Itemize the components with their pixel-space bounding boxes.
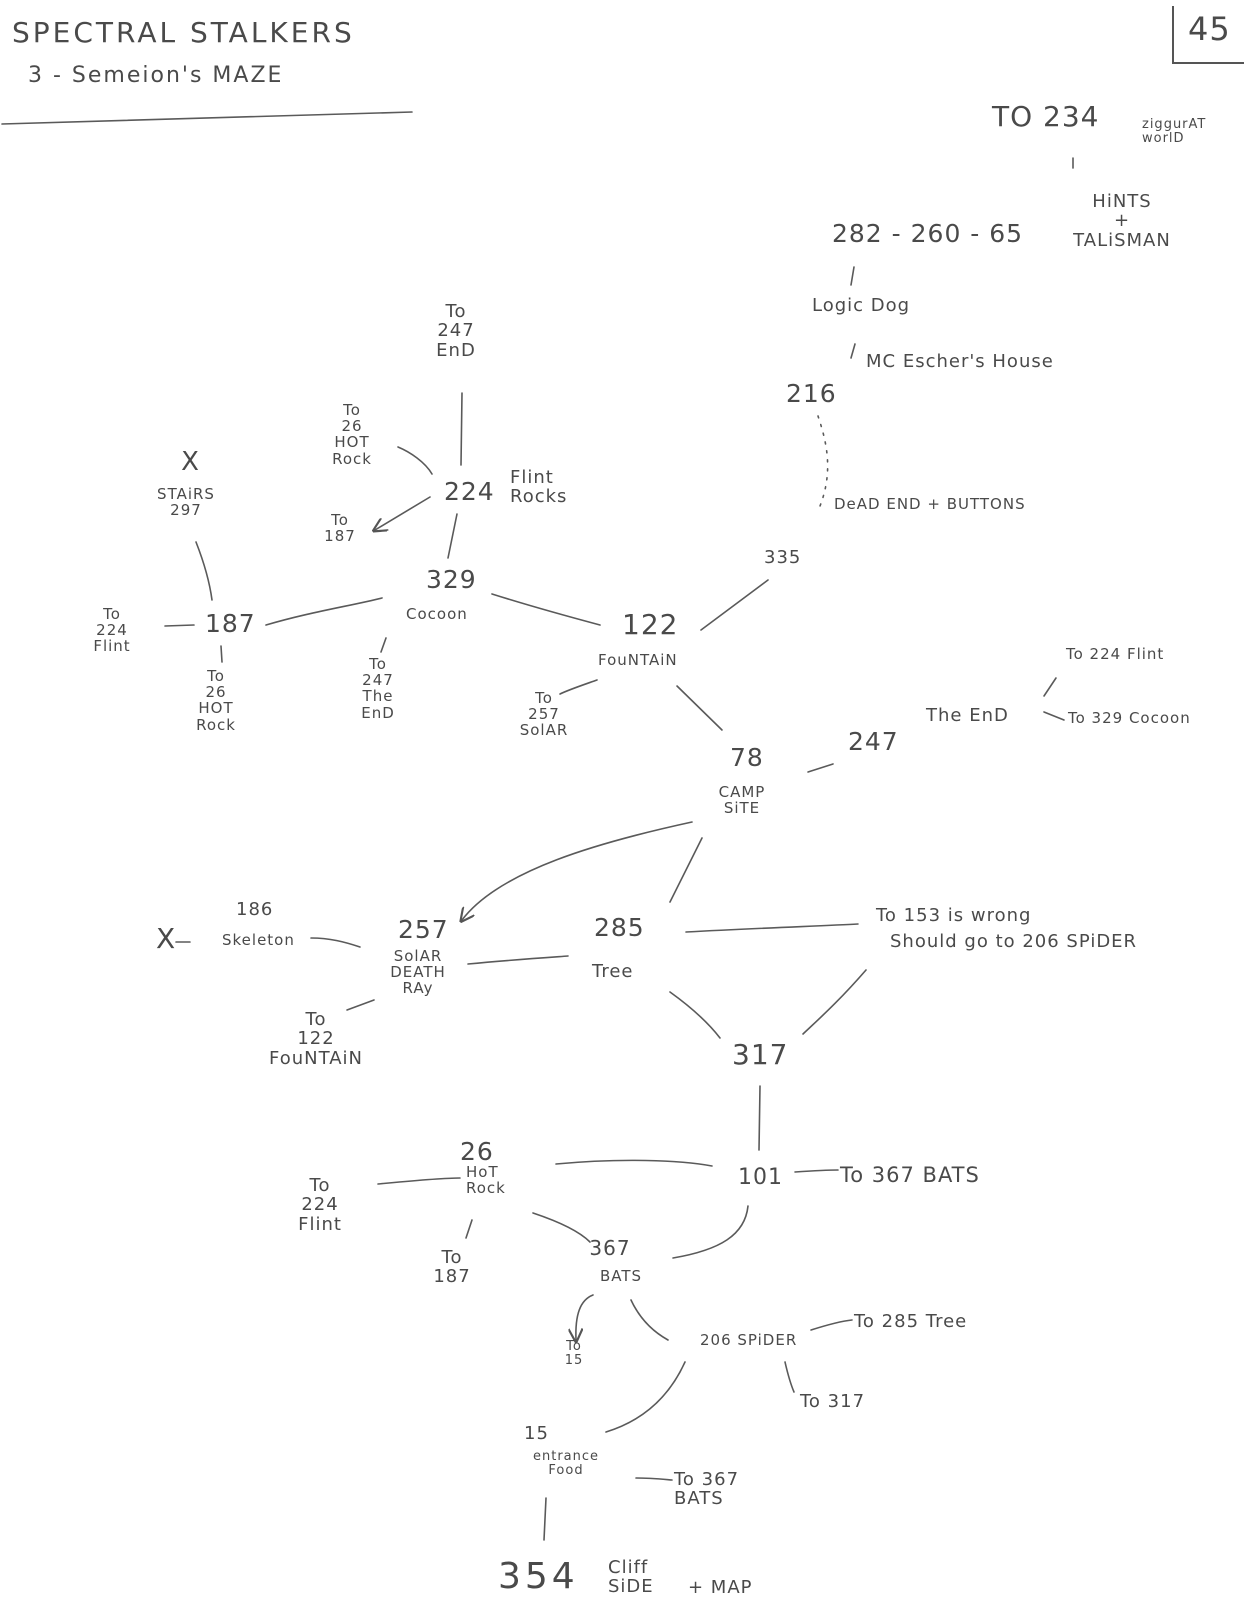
node-26: 26 (460, 1137, 494, 1166)
to-187-a: To 187 (324, 511, 356, 546)
node-206-spider: 206 SPiDER (700, 1331, 798, 1349)
edge-78-247 (808, 764, 833, 772)
edge-216-deadend-dotted (818, 416, 828, 506)
to-224-flint-b: To 224 Flint (1066, 645, 1165, 663)
edge-15-to367 (636, 1478, 672, 1480)
plus-map-label: + MAP (688, 1577, 753, 1598)
to-247-the-end: To 247 The EnD (361, 655, 395, 722)
page-title: SPECTRAL STALKERS (12, 16, 355, 49)
should-go-206-note: Should go to 206 SPiDER (890, 931, 1138, 952)
to-224-flint-a: To 224 Flint (93, 605, 131, 656)
tree-label: Tree (592, 961, 634, 982)
stairs-297-label: STAiRS 297 (157, 485, 215, 520)
edge-335-122 (701, 580, 768, 630)
to-122-fountain: To 122 FouNTAiN (269, 1009, 363, 1069)
to-153-wrong-note: To 153 is wrong (876, 905, 1032, 926)
node-15: 15 (524, 1423, 549, 1444)
edge-329-122 (492, 594, 600, 625)
to-15-arrow-label: To 15 (564, 1339, 584, 1369)
solar-death-ray-label: SolAR DEATH RAy (390, 947, 446, 998)
node-216: 216 (786, 379, 837, 408)
edge-206-to317 (785, 1362, 794, 1392)
edge-329-to247 (381, 638, 386, 652)
x-mark-skeleton: X (156, 922, 180, 955)
node-101: 101 (738, 1165, 783, 1190)
edge-224-to26 (398, 447, 432, 474)
edge-247-to224 (1044, 678, 1056, 696)
edge-206-to285 (811, 1320, 852, 1330)
to-367-bats-b: To 367 BATS (674, 1469, 740, 1510)
edge-78-285 (670, 838, 702, 902)
title-underline (2, 112, 412, 124)
edge-logicdog-216 (851, 344, 855, 358)
node-78: 78 (730, 743, 764, 772)
node-224: 224 (444, 477, 495, 506)
to-285-tree: To 285 Tree (854, 1311, 968, 1332)
edge-285-317 (670, 992, 720, 1038)
to-329-cocoon: To 329 Cocoon (1068, 709, 1191, 727)
node-257: 257 (398, 915, 449, 944)
to-317: To 317 (800, 1391, 866, 1412)
to-26-hot-rock-b: To 26 HOT Rock (196, 667, 236, 734)
to-187-b: To 187 (433, 1247, 471, 1288)
page-number: 45 (1188, 10, 1231, 48)
edge-247-to329 (1044, 712, 1064, 720)
edge-26-to187 (466, 1220, 472, 1238)
edge-224-to187 (375, 497, 430, 530)
edge-367-to15 (576, 1295, 593, 1340)
to-367-bats-a: To 367 BATS (840, 1163, 980, 1187)
node-317: 317 (732, 1038, 789, 1071)
node-234-label: ziggurAT worlD (1142, 117, 1207, 147)
fountain-label: FouNTAiN (598, 651, 678, 669)
node-285: 285 (594, 913, 645, 942)
edge-to224-187 (165, 625, 194, 626)
edge-187-to26 (221, 646, 222, 662)
node-186: 186 (236, 899, 274, 920)
to-224-flint-c: To 224 Flint (298, 1175, 342, 1235)
node-122: 122 (622, 608, 679, 641)
edge-101-367 (673, 1206, 748, 1258)
edge-224-to247 (461, 393, 462, 465)
edge-186-257 (311, 938, 360, 947)
edge-101-to367 (795, 1170, 838, 1172)
edge-to224-26 (378, 1178, 460, 1184)
edge-122-78 (677, 686, 722, 730)
edge-317-101 (759, 1086, 760, 1150)
edge-285-to153 (686, 924, 858, 932)
bats-label: BATS (600, 1267, 643, 1285)
node-354: 354 (498, 1556, 579, 1597)
hot-rock-label: HoT Rock (466, 1163, 506, 1198)
edge-367-206 (631, 1300, 668, 1340)
edge-15-354 (544, 1498, 546, 1540)
node-282: 282 - 260 - 65 (832, 219, 1024, 248)
edge-206-15 (606, 1362, 685, 1432)
escher-house-label: MC Escher's House (866, 351, 1054, 372)
to-26-hot-rock-a: To 26 HOT Rock (332, 401, 372, 468)
node-247: 247 (848, 727, 899, 756)
edge-257-285 (468, 956, 568, 964)
flint-rocks-label: Flint Rocks (510, 467, 568, 508)
node-335: 335 (764, 547, 802, 568)
node-187: 187 (205, 609, 256, 638)
entrance-food-label: entrance Food (532, 1449, 600, 1479)
edge-187-stairs (196, 542, 212, 600)
x-mark-stairs: X (181, 447, 203, 477)
edge-26-101 (556, 1160, 712, 1166)
logic-dog-label: Logic Dog (812, 295, 911, 316)
node-234: TO 234 (992, 100, 1100, 133)
campsite-label: CAMP SiTE (718, 783, 766, 818)
the-end-label: The EnD (926, 705, 1009, 726)
cliff-side-label: Cliff SiDE (608, 1557, 654, 1598)
to-247-end-top: To 247 EnD (436, 301, 476, 361)
edge-282-logicdog (851, 267, 854, 285)
edge-206note-317 (803, 970, 866, 1034)
edge-257-to122 (347, 1000, 374, 1010)
edge-26-367 (533, 1213, 590, 1242)
skeleton-label: Skeleton (222, 931, 295, 949)
cocoon-label: Cocoon (406, 605, 468, 623)
dead-end-buttons-label: DeAD END + BUTTONS (834, 495, 1026, 513)
edge-224-329 (448, 514, 457, 558)
page-subtitle: 3 - Semeion's MAZE (28, 63, 284, 88)
node-367: 367 (589, 1236, 631, 1260)
node-329: 329 (426, 565, 477, 594)
to-257-solar: To 257 SolAR (519, 689, 569, 740)
edge-187-329 (266, 598, 382, 625)
hints-talisman-label: HiNTS + TALiSMAN (1073, 191, 1171, 251)
edge-78-257 (462, 822, 692, 920)
